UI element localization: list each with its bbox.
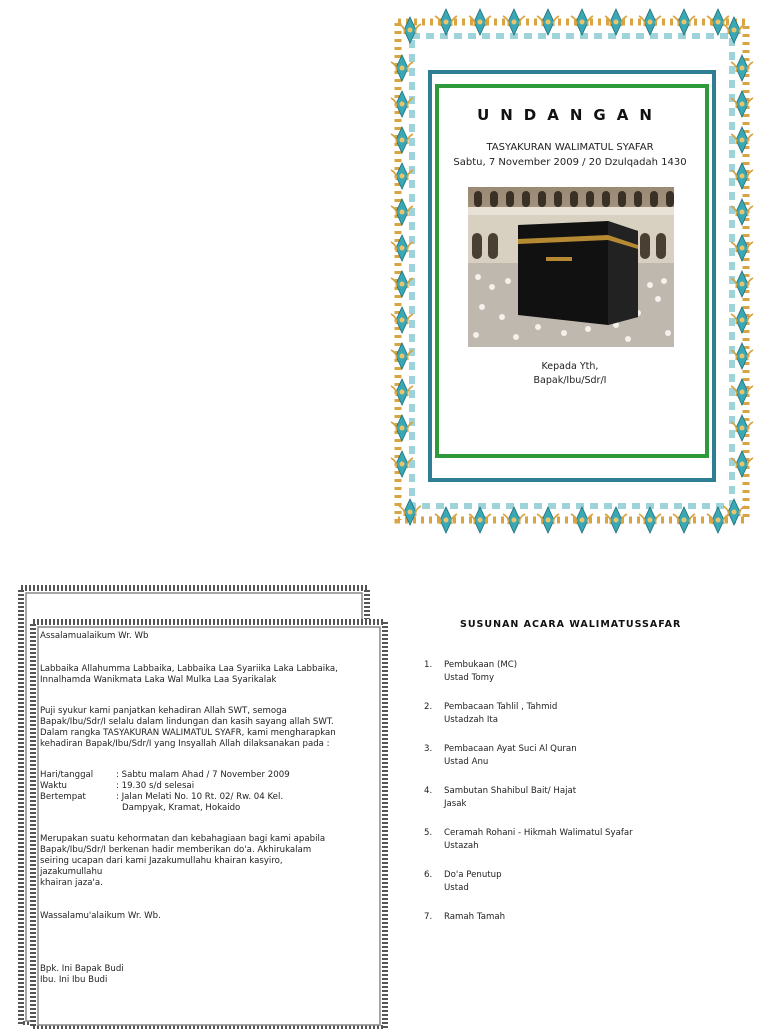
item-speaker: Ustazah xyxy=(444,841,479,851)
detail-row-date xyxy=(40,770,346,781)
item-title: Ramah Tamah xyxy=(444,912,506,922)
item-number: 4. xyxy=(424,786,433,796)
paragraph-2-line-3: seiring ucapan dari kami Jazakumullahu khairan kasyiro, jazakumullahu xyxy=(40,856,283,877)
cover-content xyxy=(437,92,703,468)
greeting: Assalamualaikum Wr. Wb xyxy=(40,631,149,641)
item-number: 1. xyxy=(424,660,433,670)
item-speaker: Ustad Tomy xyxy=(444,673,495,683)
item-speaker: Jasak xyxy=(444,799,467,809)
program-item xyxy=(424,785,744,827)
item-speaker: Ustad Anu xyxy=(444,757,489,767)
program-list xyxy=(424,659,744,953)
paragraph-2-line-4: khairan jaza'a. xyxy=(40,878,103,888)
paragraph-2-line-1: Merupakan suatu kehormatan dan kebahagiaan bagi kami apabila xyxy=(40,834,326,844)
kaaba-photo xyxy=(468,187,674,347)
time-value: : 19.30 s/d selesai xyxy=(116,781,195,791)
doa-line-2: Innalhamda Wanikmata Laka Wal Mulka Laa Syarikalak xyxy=(40,675,277,685)
event-date: Sabtu, 7 November 2009 / 20 Dzulqadah 1430 xyxy=(453,157,687,168)
signature-2: Ibu. Ini Ibu Budi xyxy=(40,975,108,985)
place-value: : Jalan Melati No. 10 Rt. 02/ Rw. 04 Kel. xyxy=(116,792,284,802)
item-speaker: Ustad xyxy=(444,883,469,893)
invitation-cover xyxy=(388,8,756,534)
item-number: 6. xyxy=(424,870,433,880)
paragraph-1-line-2: Bapak/Ibu/Sdr/I selalu dalam lindungan dan kasih sayang allah SWT. xyxy=(40,717,334,727)
place-label: Bertempat xyxy=(40,792,86,802)
event-name: TASYAKURAN WALIMATUL SYAFAR xyxy=(486,142,654,153)
item-title: Sambutan Shahibul Bait/ Hajat xyxy=(444,786,577,796)
item-title: Pembacaan Tahlil , Tahmid xyxy=(444,702,558,712)
item-number: 7. xyxy=(424,912,433,922)
invitation-title: UNDANGAN xyxy=(477,106,663,124)
recipient-line-2: Bapak/Ibu/Sdr/I xyxy=(533,375,607,386)
date-value: : Sabtu malam Ahad / 7 November 2009 xyxy=(116,770,290,780)
place-value-2: Dampyak, Kramat, Hokaido xyxy=(122,803,241,813)
item-title: Do'a Penutup xyxy=(444,870,502,880)
program-item xyxy=(424,659,744,701)
paragraph-1-line-1: Puji syukur kami panjatkan kehadiran Allah SWT, semoga xyxy=(40,706,287,716)
paragraph-1-line-4: kehadiran Bapak/Ibu/Sdr/I yang Insyallah Allah dilaksanakan pada : xyxy=(40,739,330,749)
recipient-line-1: Kepada Yth, xyxy=(541,361,599,372)
item-number: 2. xyxy=(424,702,433,712)
signature-1: Bpk. Ini Bapak Budi xyxy=(40,964,124,974)
item-speaker: Ustadzah Ita xyxy=(444,715,498,725)
program-title: SUSUNAN ACARA WALIMATUSSAFAR xyxy=(460,619,682,630)
item-title: Ceramah Rohani - Hikmah Walimatul Syafar xyxy=(444,828,633,838)
item-number: 3. xyxy=(424,744,433,754)
program-item xyxy=(424,701,744,743)
item-number: 5. xyxy=(424,828,433,838)
paragraph-1-line-3: Dalam rangka TASYAKURAN WALIMATUL SYAFR, kami mengharapkan xyxy=(40,728,336,738)
detail-row-time xyxy=(40,781,346,792)
item-title: Pembacaan Ayat Suci Al Quran xyxy=(444,744,577,754)
program-item xyxy=(424,827,744,869)
closing: Wassalamu'alaikum Wr. Wb. xyxy=(40,911,161,921)
program-item xyxy=(424,743,744,785)
doa-line-1: Labbaika Allahumma Labbaika, Labbaika Laa Syariika Laka Labbaika, xyxy=(40,664,338,674)
recipient-block xyxy=(437,360,703,388)
detail-row-place xyxy=(40,792,346,803)
detail-row-place-2 xyxy=(40,803,346,814)
paragraph-2-line-2: Bapak/Ibu/Sdr/I berkenan hadir memberikan do'a. Akhirukalam xyxy=(40,845,312,855)
date-label: Hari/tanggal xyxy=(40,770,94,780)
item-title: Pembukaan (MC) xyxy=(444,660,518,670)
program-item xyxy=(424,869,744,911)
letter-body xyxy=(40,631,346,986)
time-label: Waktu xyxy=(40,781,68,791)
program-item xyxy=(424,911,744,953)
